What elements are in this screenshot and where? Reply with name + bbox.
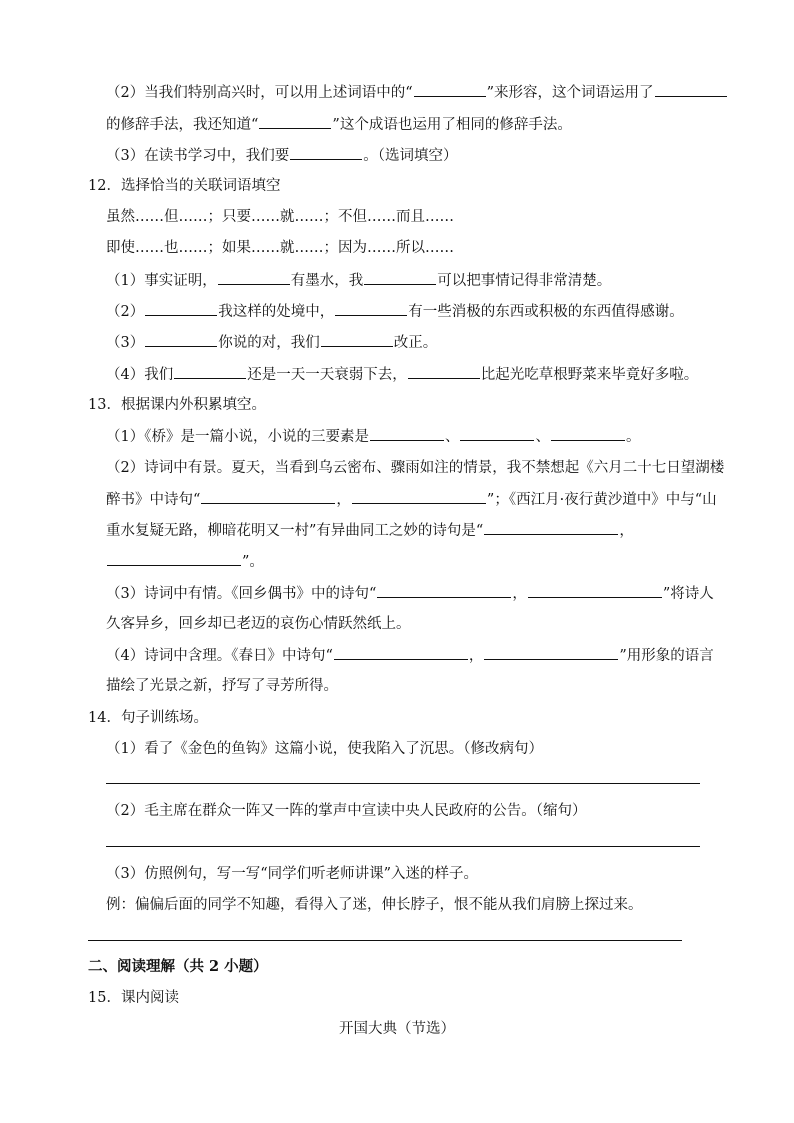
section2-title: 二、阅读理解（共 2 小题） xyxy=(88,958,268,975)
text: （3）诗词中有情。《回乡偶书》中的诗句“ xyxy=(106,586,377,602)
text: （2）当我们特别高兴时，可以用上述词语中的“ xyxy=(106,85,413,101)
q11-part2-line1 xyxy=(106,82,728,103)
q11-part2-line2 xyxy=(106,114,572,135)
q13-part2-line2 xyxy=(106,489,717,510)
answer-blank[interactable] xyxy=(107,551,241,566)
text: 比起光吃草根野菜来毕竟好多啦。 xyxy=(480,367,699,383)
q12-title: 12．选择恰当的关联词语填空 xyxy=(88,178,281,194)
q13-part4-line2: 描绘了光景之新，抒写了寻芳所得。 xyxy=(106,678,338,694)
text: ”用形象的语言 xyxy=(619,648,714,664)
passage-title: 开国大典（节选） xyxy=(339,1021,455,1037)
text: 醉书》中诗句“ xyxy=(106,492,201,508)
answer-blank[interactable] xyxy=(201,489,335,504)
answer-blank[interactable] xyxy=(414,82,486,97)
text: （3） xyxy=(106,335,145,351)
q13-part2-line3 xyxy=(106,520,634,541)
text: ”这个成语也运用了相同的修辞手法。 xyxy=(332,117,572,133)
q13-part1 xyxy=(106,426,640,447)
q13-part3-line2: 久客异乡，回乡却已老迈的哀伤心情跃然纸上。 xyxy=(106,616,411,632)
q12-sentence4 xyxy=(106,364,698,385)
q11-part3 xyxy=(106,145,457,166)
text: 还是一天一天衰弱下去， xyxy=(247,367,407,383)
answer-blank[interactable] xyxy=(655,82,727,97)
q15-title: 15．课内阅读 xyxy=(88,990,179,1006)
text: ， xyxy=(336,492,351,508)
answer-blank[interactable] xyxy=(145,301,217,316)
text: 有一些消极的东西或积极的东西值得感谢。 xyxy=(408,304,684,320)
text: ”；《西江月·夜行黄沙道中》中与“山 xyxy=(486,492,717,508)
answer-blank[interactable] xyxy=(377,583,511,598)
answer-blank[interactable] xyxy=(334,645,468,660)
text: 的修辞手法，我还知道“ xyxy=(106,117,259,133)
text: （2） xyxy=(106,304,145,320)
answer-line-2[interactable] xyxy=(106,846,700,847)
text: ”。 xyxy=(242,554,264,570)
q12-sentence3 xyxy=(106,332,437,353)
text: ， xyxy=(619,523,634,539)
text: （1）事实证明， xyxy=(106,273,217,289)
q14-part3: （3）仿照例句，写一写“同学们听老师讲课”入迷的样子。 xyxy=(106,866,479,882)
text: 可以把事情记得非常清楚。 xyxy=(437,273,612,289)
q14-part2: （2）毛主席在群众一阵又一阵的掌声中宣读中央人民政府的公告。（缩句） xyxy=(106,803,587,819)
q12-options-row2: 即使……也……；如果……就……；因为……所以…… xyxy=(106,240,454,256)
answer-blank[interactable] xyxy=(484,520,618,535)
answer-blank[interactable] xyxy=(460,426,534,441)
answer-blank[interactable] xyxy=(321,332,393,347)
text: ”来形容，这个词语运用了 xyxy=(486,85,654,101)
text: （3）在读书学习中，我们要 xyxy=(106,148,290,164)
answer-blank[interactable] xyxy=(370,426,444,441)
answer-blank[interactable] xyxy=(528,583,662,598)
q13-part4-line1 xyxy=(106,645,714,666)
text: （4）诗词中含理。《春日》中诗句“ xyxy=(106,648,333,664)
text: 、 xyxy=(444,429,460,445)
text: 重水复疑无路，柳暗花明又一村”有异曲同工之妙的诗句是“ xyxy=(106,523,484,539)
text: 。（选词填空） xyxy=(363,148,458,164)
answer-blank[interactable] xyxy=(335,301,407,316)
q14-title: 14．句子训练场。 xyxy=(88,710,208,726)
q13-part2-line1: （2）诗词中有景。夏天，当看到乌云密布、骤雨如注的情景，我不禁想起《六月二十七日望湖楼 xyxy=(106,460,725,476)
text: 我这样的处境中， xyxy=(218,304,335,320)
text: 。 xyxy=(625,429,641,445)
q14-part1: （1）看了《金色的鱼钩》这篇小说，使我陷入了沉思。（修改病句） xyxy=(106,741,543,757)
answer-blank[interactable] xyxy=(290,145,362,160)
answer-blank[interactable] xyxy=(259,114,331,129)
q13-part3-line1 xyxy=(106,583,714,604)
text: （4）我们 xyxy=(106,367,174,383)
text: 有墨水，我 xyxy=(290,273,364,289)
text: ， xyxy=(512,586,527,602)
text: 你说的对，我们 xyxy=(218,335,320,351)
text: 改正。 xyxy=(393,335,438,351)
answer-blank[interactable] xyxy=(145,332,217,347)
q14-example: 例：偏偏后面的同学不知趣，看得入了迷，伸长脖子，恨不能从我们肩膀上探过来。 xyxy=(106,897,643,913)
answer-blank[interactable] xyxy=(174,364,246,379)
text: 、 xyxy=(535,429,550,445)
text: ”将诗人 xyxy=(662,586,714,602)
text: ， xyxy=(468,648,484,664)
answer-blank[interactable] xyxy=(364,270,436,285)
answer-blank[interactable] xyxy=(484,645,618,660)
answer-blank[interactable] xyxy=(551,426,625,441)
answer-blank[interactable] xyxy=(408,364,480,379)
q13-part2-line4 xyxy=(106,551,264,572)
q12-sentence2 xyxy=(106,301,684,322)
text: （1）《桥》是一篇小说，小说的三要素是 xyxy=(106,429,369,445)
answer-blank[interactable] xyxy=(218,270,290,285)
q13-title: 13．根据课内外积累填空。 xyxy=(88,397,266,413)
answer-line-1[interactable] xyxy=(106,783,700,784)
q12-sentence1 xyxy=(106,270,611,291)
answer-line-3[interactable] xyxy=(88,940,682,941)
q12-options-row1: 虽然……但……；只要……就……；不但……而且…… xyxy=(106,209,454,225)
answer-blank[interactable] xyxy=(352,489,486,504)
